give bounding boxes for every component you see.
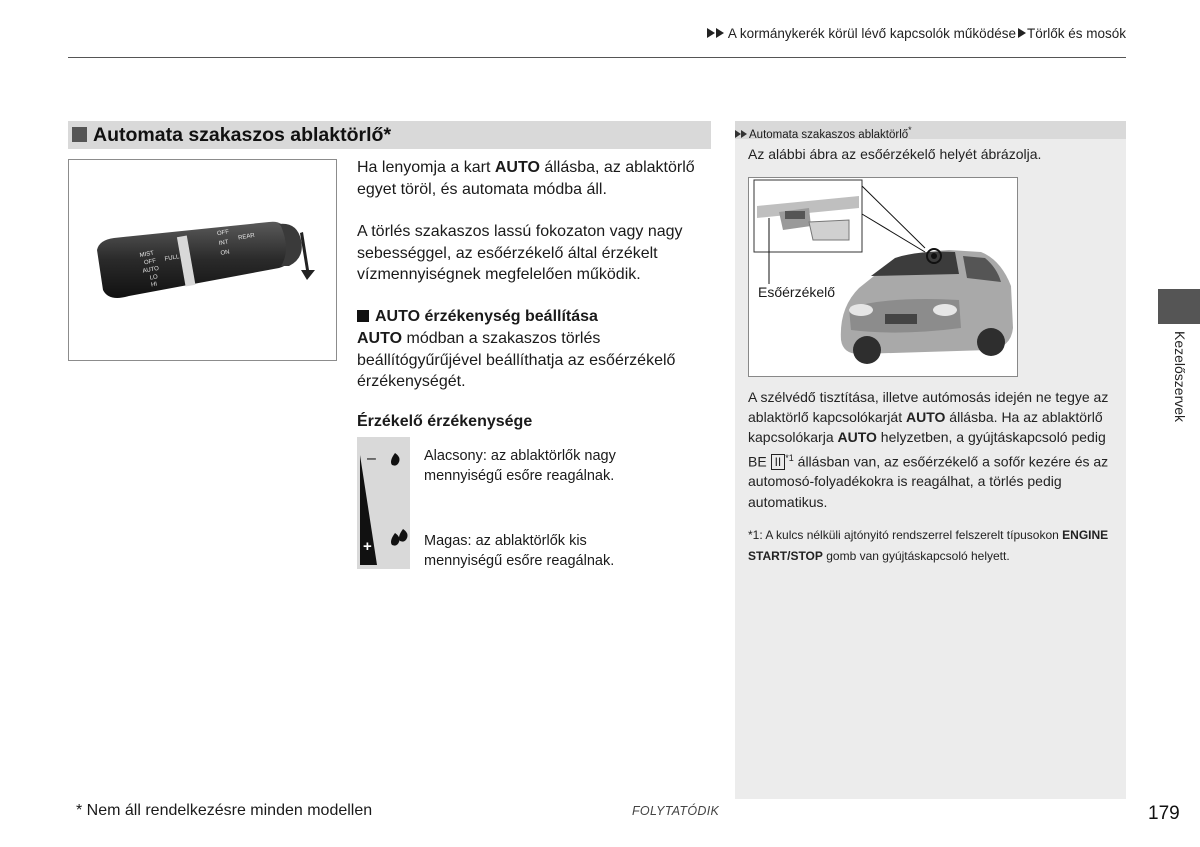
triangle-icon	[741, 130, 747, 138]
sidebar-heading: Automata szakaszos ablaktörlő*	[735, 121, 1126, 139]
svg-text:ON: ON	[220, 249, 231, 257]
svg-text:INT: INT	[218, 239, 230, 248]
sidebar-footnote: *1: A kulcs nélküli ajtónyitó rendszerrel felszerelt típusokon ENGINE START/STOP gomb van gyújtáskapcsoló helyett.	[748, 528, 1109, 563]
plus-icon: +	[363, 538, 372, 555]
breadcrumb-item[interactable]: Törlők és mosók	[1026, 26, 1126, 41]
auto-keyword: AUTO	[494, 159, 540, 176]
footer-availability-note: * Nem áll rendelkezésre minden modellen	[76, 802, 373, 819]
triangle-icon	[1018, 28, 1026, 38]
svg-text:MIST: MIST	[139, 250, 155, 259]
availability-star: *	[383, 124, 392, 146]
minus-icon: –	[367, 450, 376, 467]
auto-keyword: AUTO	[357, 330, 403, 347]
paragraph-intermittent: A törlés szakaszos lassú fokozaton vagy nagy sebességgel, az esőérzékelő által érzékelt vízmennyiségnek megfelelően működik.	[357, 223, 683, 283]
rain-sensor-label: Esőérzékelő	[758, 284, 836, 300]
breadcrumb	[707, 26, 1126, 41]
sensitivity-wedge-icon	[357, 437, 410, 569]
chapter-tab-label: Kezelőszervek	[1172, 331, 1188, 423]
triangle-icon	[707, 28, 715, 38]
header-rule	[68, 57, 1126, 58]
sensitivity-low-text: Alacsony: az ablaktörlők nagy mennyiségű esőre reagálnak.	[424, 448, 616, 484]
ignition-position-ii-icon: II	[771, 454, 786, 470]
svg-text:FULL: FULL	[164, 254, 180, 263]
sensor-sensitivity-heading: Érzékelő érzékenysége	[357, 413, 533, 430]
sensitivity-high-text: Magas: az ablaktörlők kis mennyiségű esőre reagálnak.	[424, 533, 615, 569]
svg-text:LO: LO	[149, 274, 159, 282]
section-title	[68, 121, 711, 149]
svg-text:OFF: OFF	[143, 258, 157, 267]
page-number: 179	[1148, 803, 1180, 824]
continued-label: FOLYTATÓDIK	[632, 804, 720, 818]
svg-text:AUTO: AUTO	[142, 265, 160, 275]
svg-text:HI: HI	[150, 281, 158, 289]
sidebar-warning: A szélvédő tisztítása, illetve autómosás idején ne tegye az ablaktörlő kapcsolókarját AUTO állásba. Ha az ablaktörlő kapcsolókarja AUTO helyzetben, a gyújtáskapcsoló pedig BE II $^{*1}$ állásban van, az esőérzékelő a sofőr kezére és az automosó-folyadékokra is reagálhat, a törlés pedig automatikus.	[748, 389, 1109, 510]
raindrop-icon	[399, 529, 408, 542]
svg-text:OFF: OFF	[216, 229, 230, 238]
raindrop-icon	[391, 453, 400, 466]
subheading-auto-sensitivity: AUTO érzékenység beállítása	[357, 306, 707, 328]
wiper-stalk-icon	[69, 160, 336, 360]
car-icon	[749, 178, 1017, 376]
square-bullet-icon	[357, 310, 369, 322]
svg-text:REAR: REAR	[237, 232, 256, 242]
sensitivity-gauge	[357, 437, 410, 569]
wiper-stalk-illustration	[68, 159, 337, 361]
paragraph-auto-position: Ha lenyomja a kart AUTO állásba, az ablaktörlő egyet töröl, és automata módba áll.	[357, 159, 695, 198]
triangle-icon	[716, 28, 724, 38]
section-title-text: Automata szakaszos ablaktörlő	[93, 124, 384, 146]
square-bullet-icon	[72, 127, 87, 142]
breadcrumb-item[interactable]: A kormánykerék körül lévő kapcsolók működése	[727, 26, 1016, 41]
paragraph-sensitivity: AUTO módban a szakaszos törlés beállítógyűrűjével beállíthatja az esőérzékelő érzékenységét.	[357, 330, 676, 390]
rain-sensor-illustration	[748, 177, 1018, 377]
raindrop-icon	[391, 533, 400, 546]
chapter-tab[interactable]	[1158, 289, 1200, 324]
sidebar-intro: Az alábbi ábra az esőérzékelő helyét ábrázolja.	[748, 146, 1042, 162]
